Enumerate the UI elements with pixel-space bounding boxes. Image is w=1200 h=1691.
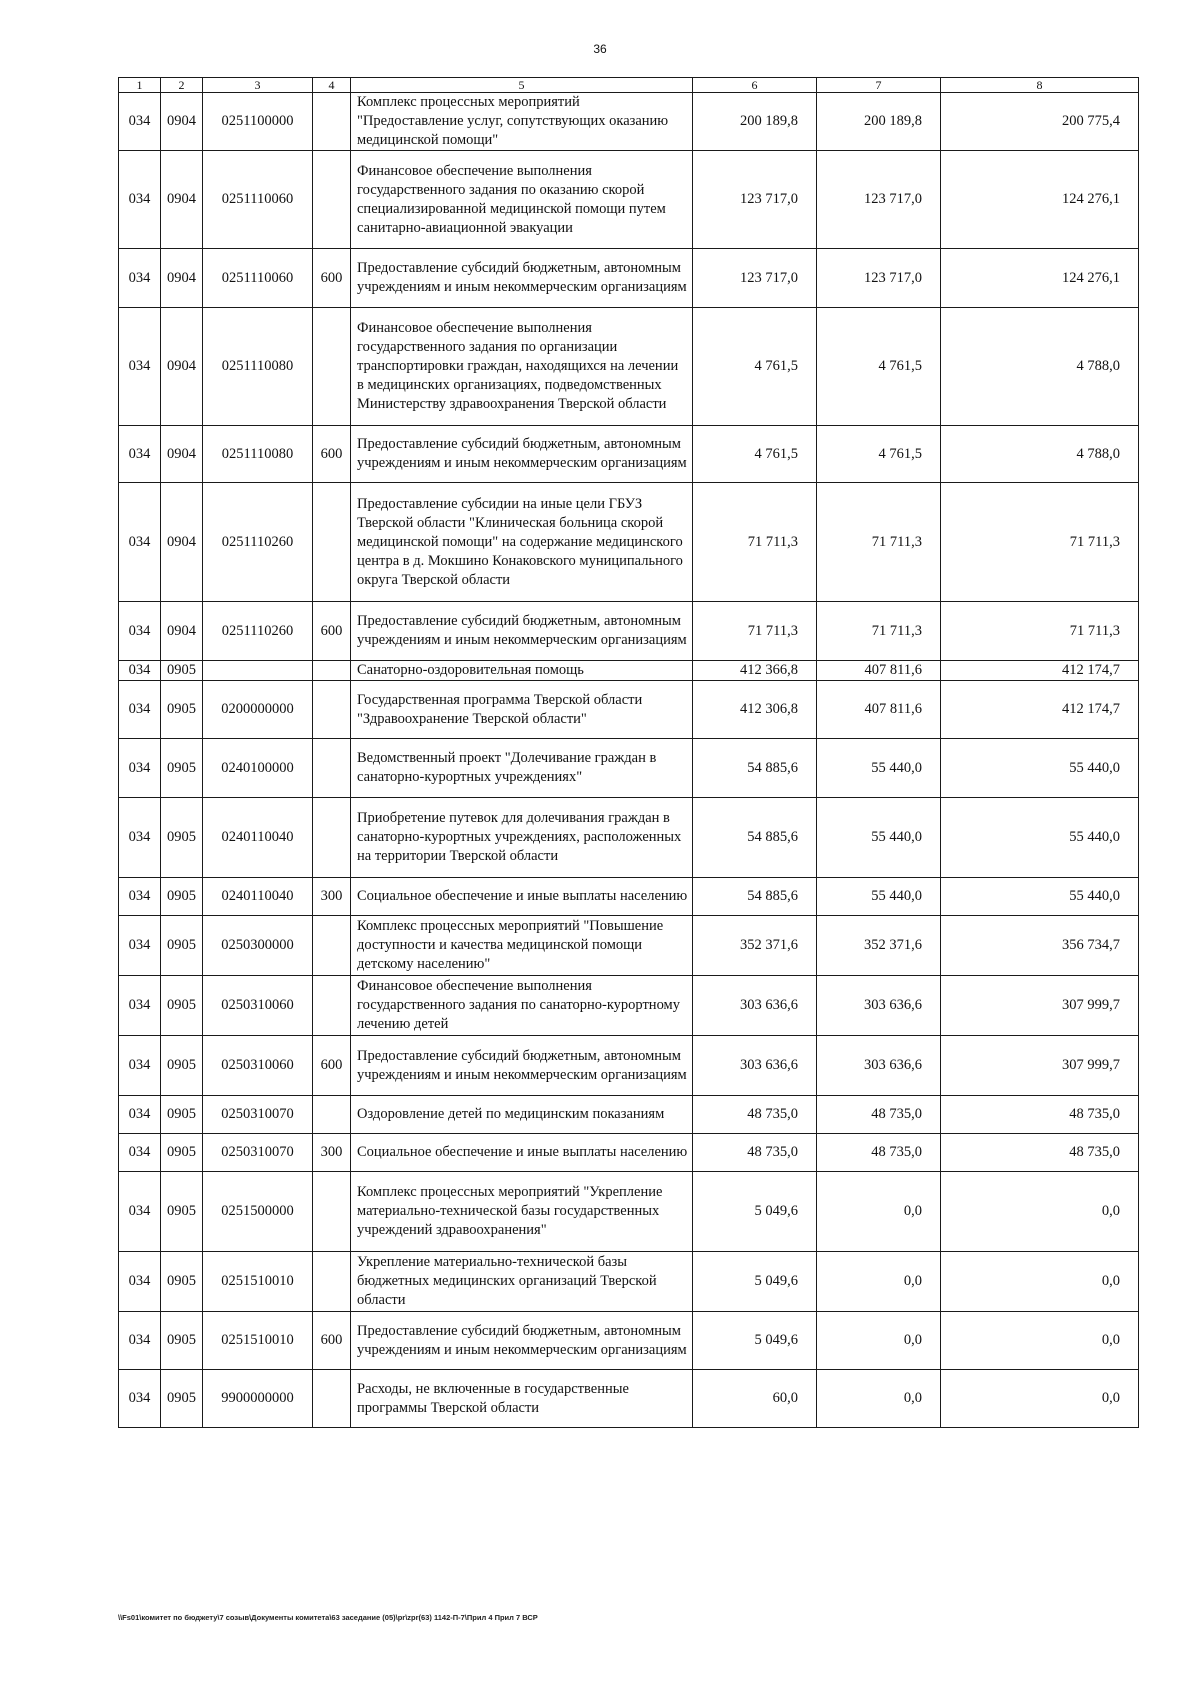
target-article-code: 9900000000 [203,1370,313,1428]
section-code: 0904 [161,483,203,602]
target-article-code [203,661,313,681]
amount-col-6: 48 735,0 [693,1134,817,1172]
expense-type-code [313,308,351,426]
table-row [119,93,1139,151]
target-article-code: 0250310060 [203,1036,313,1096]
target-article-code: 0251510010 [203,1252,313,1312]
target-article-code: 0251110060 [203,249,313,308]
expense-name: Предоставление субсидий бюджетным, автономным учреждениям и иным некоммерческим организациям [351,1312,693,1370]
ministry-code: 034 [119,426,161,483]
column-header: 3 [203,78,313,93]
ministry-code: 034 [119,976,161,1036]
target-article-code: 0250310070 [203,1096,313,1134]
ministry-code: 034 [119,798,161,878]
amount-col-8: 412 174,7 [941,661,1139,681]
amount-col-6: 54 885,6 [693,878,817,916]
header-row [119,78,1139,93]
expense-type-code: 600 [313,1036,351,1096]
expense-type-code [313,681,351,739]
footer-file-path: \\Fs01\комитет по бюджету\7 созыв\Документы комитета\63 заседание (05)\pr\zpr(63) 1142-П-7\Прил 4 Прил 7 ВСР [118,1613,538,1622]
target-article-code: 0250300000 [203,916,313,976]
ministry-code: 034 [119,1172,161,1252]
amount-col-8: 307 999,7 [941,1036,1139,1096]
amount-col-8: 48 735,0 [941,1134,1139,1172]
table-row [119,1172,1139,1252]
amount-col-8: 71 711,3 [941,602,1139,661]
expense-name: Расходы, не включенные в государственные программы Тверской области [351,1370,693,1428]
ministry-code: 034 [119,308,161,426]
table-row [119,249,1139,308]
target-article-code: 0251110080 [203,308,313,426]
table-row [119,1252,1139,1312]
expense-type-code [313,1370,351,1428]
amount-col-6: 5 049,6 [693,1172,817,1252]
amount-col-7: 4 761,5 [817,308,941,426]
amount-col-8: 55 440,0 [941,878,1139,916]
amount-col-7: 303 636,6 [817,976,941,1036]
page-number: 36 [593,42,607,56]
section-code: 0905 [161,916,203,976]
amount-col-6: 412 306,8 [693,681,817,739]
section-code: 0905 [161,1134,203,1172]
expense-name: Социальное обеспечение и иные выплаты населению [351,1134,693,1172]
ministry-code: 034 [119,602,161,661]
amount-col-6: 60,0 [693,1370,817,1428]
expense-name: Санаторно-оздоровительная помощь [351,661,693,681]
expense-type-code: 600 [313,602,351,661]
amount-col-6: 303 636,6 [693,976,817,1036]
column-header: 7 [817,78,941,93]
section-code: 0905 [161,661,203,681]
amount-col-7: 303 636,6 [817,1036,941,1096]
section-code: 0905 [161,1252,203,1312]
expense-name: Финансовое обеспечение выполнения государственного задания по организации транспортировки граждан, находящихся на лечении в медицинских организациях, подведомственных Министерству здравоохранения Тверской области [351,308,693,426]
amount-col-7: 352 371,6 [817,916,941,976]
table-row [119,739,1139,798]
expense-type-code: 300 [313,1134,351,1172]
expense-type-code [313,798,351,878]
amount-col-8: 356 734,7 [941,916,1139,976]
amount-col-8: 412 174,7 [941,681,1139,739]
target-article-code: 0250310060 [203,976,313,1036]
section-code: 0905 [161,681,203,739]
table-row [119,1312,1139,1370]
amount-col-7: 123 717,0 [817,151,941,249]
amount-col-6: 200 189,8 [693,93,817,151]
section-code: 0904 [161,308,203,426]
expense-name: Предоставление субсидий бюджетным, автономным учреждениям и иным некоммерческим организациям [351,426,693,483]
section-code: 0905 [161,976,203,1036]
amount-col-7: 0,0 [817,1172,941,1252]
expense-name: Приобретение путевок для долечивания граждан в санаторно-курортных учреждениях, расположенных на территории Тверской области [351,798,693,878]
ministry-code: 034 [119,878,161,916]
target-article-code: 0251110080 [203,426,313,483]
table-row [119,661,1139,681]
ministry-code: 034 [119,739,161,798]
target-article-code: 0251110260 [203,602,313,661]
column-header: 6 [693,78,817,93]
target-article-code: 0251100000 [203,93,313,151]
section-code: 0905 [161,1036,203,1096]
amount-col-7: 55 440,0 [817,878,941,916]
table-row [119,602,1139,661]
section-code: 0905 [161,1096,203,1134]
amount-col-7: 71 711,3 [817,602,941,661]
section-code: 0904 [161,151,203,249]
expense-type-code [313,93,351,151]
amount-col-6: 71 711,3 [693,483,817,602]
amount-col-7: 0,0 [817,1370,941,1428]
expense-name: Предоставление субсидий бюджетным, автономным учреждениям и иным некоммерческим организациям [351,1036,693,1096]
ministry-code: 034 [119,916,161,976]
column-header: 5 [351,78,693,93]
table-row [119,151,1139,249]
expense-type-code: 300 [313,878,351,916]
section-code: 0904 [161,93,203,151]
ministry-code: 034 [119,151,161,249]
target-article-code: 0251500000 [203,1172,313,1252]
section-code: 0904 [161,426,203,483]
amount-col-6: 303 636,6 [693,1036,817,1096]
amount-col-7: 55 440,0 [817,739,941,798]
amount-col-6: 4 761,5 [693,426,817,483]
target-article-code: 0251510010 [203,1312,313,1370]
amount-col-8: 0,0 [941,1252,1139,1312]
expense-type-code: 600 [313,249,351,308]
amount-col-8: 0,0 [941,1312,1139,1370]
expense-name: Государственная программа Тверской области "Здравоохранение Тверской области" [351,681,693,739]
expense-name: Предоставление субсидии на иные цели ГБУЗ Тверской области "Клиническая больница скорой медицинской помощи" на содержание медицинского центра в д. Мокшино Конаковского муниципального округа Тверской области [351,483,693,602]
target-article-code: 0200000000 [203,681,313,739]
target-article-code: 0240110040 [203,878,313,916]
amount-col-8: 124 276,1 [941,249,1139,308]
column-header: 4 [313,78,351,93]
table-row [119,1134,1139,1172]
table-row [119,308,1139,426]
amount-col-8: 307 999,7 [941,976,1139,1036]
table-row [119,798,1139,878]
expense-name: Комплекс процессных мероприятий "Укрепление материально-технической базы государственных учреждений здравоохранения" [351,1172,693,1252]
amount-col-7: 123 717,0 [817,249,941,308]
amount-col-7: 55 440,0 [817,798,941,878]
amount-col-6: 5 049,6 [693,1252,817,1312]
amount-col-6: 4 761,5 [693,308,817,426]
section-code: 0905 [161,798,203,878]
ministry-code: 034 [119,1096,161,1134]
column-header: 1 [119,78,161,93]
budget-table [118,77,1139,1428]
amount-col-8: 0,0 [941,1172,1139,1252]
expense-name: Укрепление материально-технической базы бюджетных медицинских организаций Тверской области [351,1252,693,1312]
expense-type-code [313,739,351,798]
section-code: 0904 [161,249,203,308]
amount-col-7: 48 735,0 [817,1096,941,1134]
target-article-code: 0251110260 [203,483,313,602]
table-header [119,78,1139,93]
amount-col-8: 4 788,0 [941,308,1139,426]
expense-type-code [313,1096,351,1134]
table-row [119,916,1139,976]
amount-col-6: 123 717,0 [693,151,817,249]
column-header: 2 [161,78,203,93]
expense-name: Предоставление субсидий бюджетным, автономным учреждениям и иным некоммерческим организациям [351,249,693,308]
ministry-code: 034 [119,93,161,151]
target-article-code: 0240100000 [203,739,313,798]
column-header: 8 [941,78,1139,93]
table-row [119,483,1139,602]
ministry-code: 034 [119,1134,161,1172]
ministry-code: 034 [119,1252,161,1312]
table-row [119,426,1139,483]
expense-type-code [313,1252,351,1312]
section-code: 0905 [161,1172,203,1252]
expense-type-code [313,151,351,249]
ministry-code: 034 [119,661,161,681]
expense-name: Ведомственный проект "Долечивание граждан в санаторно-курортных учреждениях" [351,739,693,798]
expense-name: Финансовое обеспечение выполнения государственного задания по санаторно-курортному лечению детей [351,976,693,1036]
amount-col-8: 71 711,3 [941,483,1139,602]
amount-col-6: 54 885,6 [693,739,817,798]
amount-col-6: 71 711,3 [693,602,817,661]
expense-name: Предоставление субсидий бюджетным, автономным учреждениям и иным некоммерческим организациям [351,602,693,661]
expense-type-code: 600 [313,426,351,483]
amount-col-6: 123 717,0 [693,249,817,308]
amount-col-8: 55 440,0 [941,798,1139,878]
expense-name: Социальное обеспечение и иные выплаты населению [351,878,693,916]
ministry-code: 034 [119,681,161,739]
amount-col-6: 48 735,0 [693,1096,817,1134]
amount-col-6: 54 885,6 [693,798,817,878]
amount-col-7: 200 189,8 [817,93,941,151]
expense-type-code [313,916,351,976]
target-article-code: 0250310070 [203,1134,313,1172]
section-code: 0905 [161,878,203,916]
amount-col-7: 71 711,3 [817,483,941,602]
table-row [119,976,1139,1036]
expense-name: Финансовое обеспечение выполнения государственного задания по оказанию скорой специализированной медицинской помощи путем санитарно-авиационной эвакуации [351,151,693,249]
ministry-code: 034 [119,249,161,308]
amount-col-7: 0,0 [817,1312,941,1370]
amount-col-7: 4 761,5 [817,426,941,483]
expense-type-code [313,976,351,1036]
section-code: 0905 [161,1370,203,1428]
section-code: 0905 [161,739,203,798]
expense-type-code [313,483,351,602]
table-row [119,1370,1139,1428]
expense-type-code [313,661,351,681]
expense-name: Оздоровление детей по медицинским показаниям [351,1096,693,1134]
expense-type-code [313,1172,351,1252]
amount-col-7: 407 811,6 [817,661,941,681]
ministry-code: 034 [119,483,161,602]
amount-col-6: 412 366,8 [693,661,817,681]
target-article-code: 0251110060 [203,151,313,249]
target-article-code: 0240110040 [203,798,313,878]
ministry-code: 034 [119,1312,161,1370]
table-row [119,681,1139,739]
amount-col-8: 124 276,1 [941,151,1139,249]
section-code: 0904 [161,602,203,661]
amount-col-6: 352 371,6 [693,916,817,976]
amount-col-7: 0,0 [817,1252,941,1312]
expense-name: Комплекс процессных мероприятий "Предоставление услуг, сопутствующих оказанию медицинской помощи" [351,93,693,151]
amount-col-8: 48 735,0 [941,1096,1139,1134]
ministry-code: 034 [119,1036,161,1096]
table-row [119,878,1139,916]
amount-col-6: 5 049,6 [693,1312,817,1370]
amount-col-8: 0,0 [941,1370,1139,1428]
amount-col-7: 48 735,0 [817,1134,941,1172]
section-code: 0905 [161,1312,203,1370]
amount-col-8: 4 788,0 [941,426,1139,483]
table-row [119,1096,1139,1134]
amount-col-8: 200 775,4 [941,93,1139,151]
expense-type-code: 600 [313,1312,351,1370]
table-row [119,1036,1139,1096]
table-body [119,93,1139,1428]
amount-col-7: 407 811,6 [817,681,941,739]
ministry-code: 034 [119,1370,161,1428]
expense-name: Комплекс процессных мероприятий "Повышение доступности и качества медицинской помощи детскому населению" [351,916,693,976]
amount-col-8: 55 440,0 [941,739,1139,798]
